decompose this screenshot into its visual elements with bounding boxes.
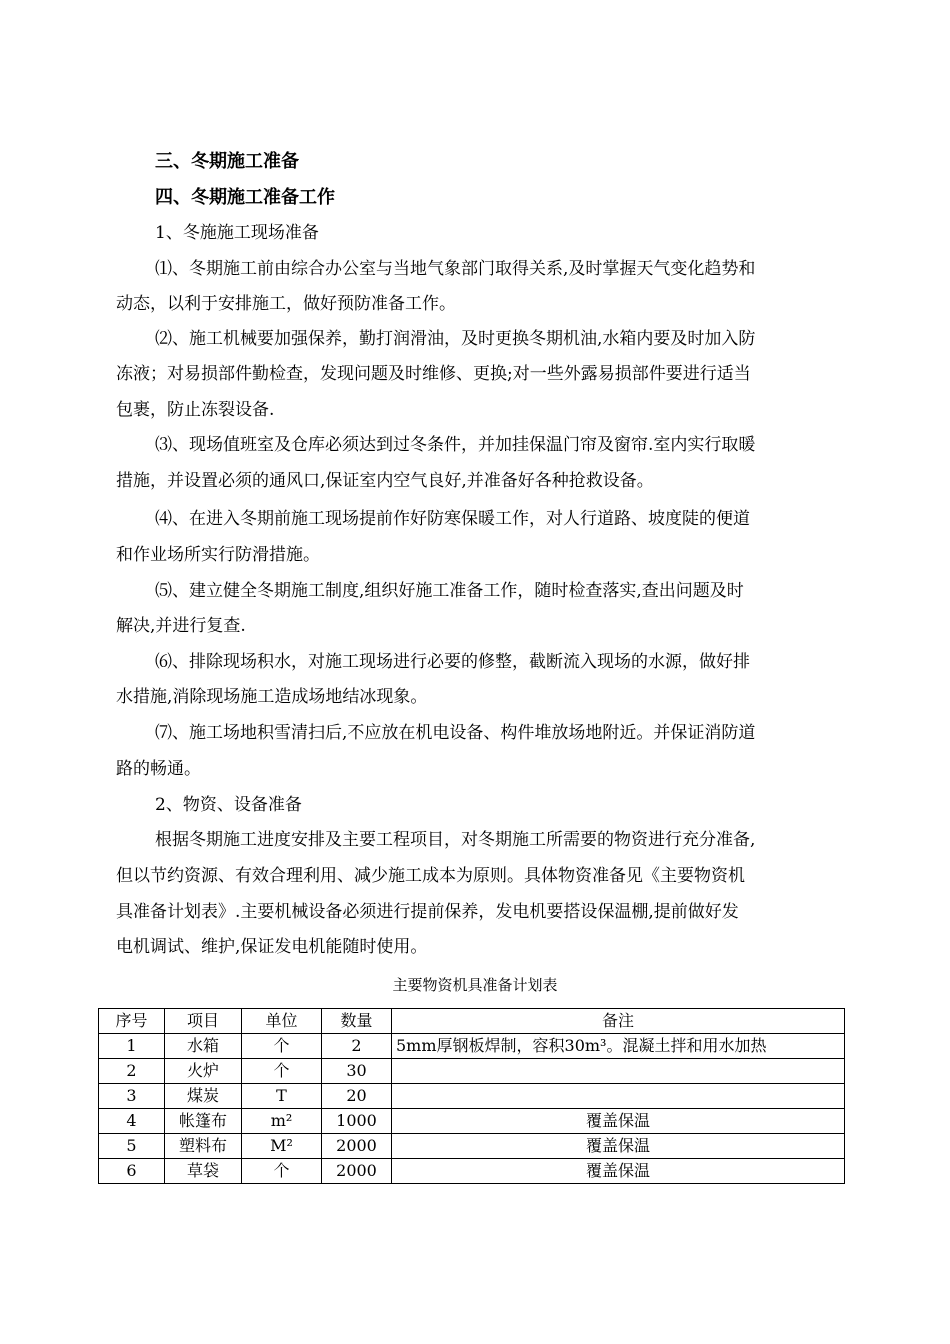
cell-item: 煤炭 [165, 1084, 242, 1109]
item-7-line-1: ⑺、施工场地积雪清扫后,不应放在机电设备、构件堆放场地附近。并保证消防道 [155, 723, 756, 743]
item-3-line-2: 措施，并设置必须的通风口,保证室内空气良好,并准备好各种抢救设备。 [116, 471, 654, 491]
materials-plan-table [98, 1008, 845, 1184]
header-remarks: 备注 [392, 1009, 845, 1034]
item-3-line-1: ⑶、现场值班室及仓库必须达到过冬条件，并加挂保温门帘及窗帘.室内实行取暖 [155, 435, 756, 455]
cell-index: 4 [99, 1109, 165, 1134]
cell-index: 3 [99, 1084, 165, 1109]
cell-remarks [392, 1059, 845, 1084]
cell-index: 1 [99, 1034, 165, 1059]
table-row [99, 1059, 845, 1084]
table-row [99, 1109, 845, 1134]
header-quantity: 数量 [322, 1009, 392, 1034]
cell-remarks: 覆盖保温 [392, 1109, 845, 1134]
table-row [99, 1159, 845, 1184]
table-caption: 主要物资机具准备计划表 [392, 976, 558, 994]
cell-index: 2 [99, 1059, 165, 1084]
item-2-line-1: ⑵、施工机械要加强保养，勤打润滑油，及时更换冬期机油,水箱内要及时加入防 [155, 329, 756, 349]
cell-index: 5 [99, 1134, 165, 1159]
item-4-line-1: ⑷、在进入冬期前施工现场提前作好防寒保暖工作，对人行道路、坡度陡的便道 [155, 509, 750, 529]
cell-quantity: 30 [322, 1059, 392, 1084]
cell-unit: M² [242, 1134, 322, 1159]
cell-index: 6 [99, 1159, 165, 1184]
section-2-para-line-4: 电机调试、维护,保证发电机能随时使用。 [116, 937, 428, 957]
item-5-line-2: 解决,并进行复查. [116, 616, 246, 636]
table-header-row [99, 1009, 845, 1034]
header-index: 序号 [99, 1009, 165, 1034]
heading-winter-preparation-work: 四、冬期施工准备工作 [155, 187, 335, 208]
item-2-line-3: 包裹，防止冻裂设备. [116, 400, 275, 420]
cell-item: 塑料布 [165, 1134, 242, 1159]
item-1-line-1: ⑴、冬期施工前由综合办公室与当地气象部门取得关系,及时掌握天气变化趋势和 [155, 259, 756, 279]
cell-remarks [392, 1084, 845, 1109]
item-2-line-2: 冻液；对易损部件勤检查，发现问题及时维修、更换;对一些外露易损部件要进行适当 [116, 364, 751, 384]
section-2-para-line-3: 具准备计划表》.主要机械设备必须进行提前保养，发电机要搭设保温棚,提前做好发 [116, 902, 739, 922]
cell-remarks: 覆盖保温 [392, 1159, 845, 1184]
item-7-line-2: 路的畅通。 [116, 759, 201, 779]
cell-item: 草袋 [165, 1159, 242, 1184]
section-2-para-line-2: 但以节约资源、有效合理利用、减少施工成本为原则。具体物资准备见《主要物资机 [116, 866, 745, 886]
item-1-line-2: 动态，以利于安排施工，做好预防准备工作。 [116, 294, 456, 314]
section-2-title: 2、物资、设备准备 [155, 795, 302, 815]
cell-unit: T [242, 1084, 322, 1109]
item-5-line-1: ⑸、建立健全冬期施工制度,组织好施工准备工作，随时检查落实,查出问题及时 [155, 581, 744, 601]
cell-quantity: 2000 [322, 1159, 392, 1184]
cell-item: 水箱 [165, 1034, 242, 1059]
cell-unit: m² [242, 1109, 322, 1134]
cell-item: 帐篷布 [165, 1109, 242, 1134]
cell-unit: 个 [242, 1159, 322, 1184]
table-row [99, 1134, 845, 1159]
item-6-line-2: 水措施,消除现场施工造成场地结冰现象。 [116, 687, 428, 707]
cell-item: 火炉 [165, 1059, 242, 1084]
section-1-title: 1、冬施施工现场准备 [155, 223, 319, 243]
heading-winter-construction-preparation: 三、冬期施工准备 [155, 151, 299, 172]
cell-unit: 个 [242, 1034, 322, 1059]
cell-quantity: 20 [322, 1084, 392, 1109]
header-item: 项目 [165, 1009, 242, 1034]
table-row [99, 1034, 845, 1059]
cell-quantity: 2 [322, 1034, 392, 1059]
table-row [99, 1084, 845, 1109]
cell-unit: 个 [242, 1059, 322, 1084]
cell-remarks: 5mm厚钢板焊制，容积30m³。混凝土拌和用水加热 [392, 1034, 845, 1059]
header-unit: 单位 [242, 1009, 322, 1034]
item-4-line-2: 和作业场所实行防滑措施。 [116, 545, 320, 565]
cell-quantity: 2000 [322, 1134, 392, 1159]
cell-remarks: 覆盖保温 [392, 1134, 845, 1159]
item-6-line-1: ⑹、排除现场积水，对施工现场进行必要的修整，截断流入现场的水源，做好排 [155, 652, 750, 672]
cell-quantity: 1000 [322, 1109, 392, 1134]
section-2-para-line-1: 根据冬期施工进度安排及主要工程项目，对冬期施工所需要的物资进行充分准备, [155, 830, 756, 850]
